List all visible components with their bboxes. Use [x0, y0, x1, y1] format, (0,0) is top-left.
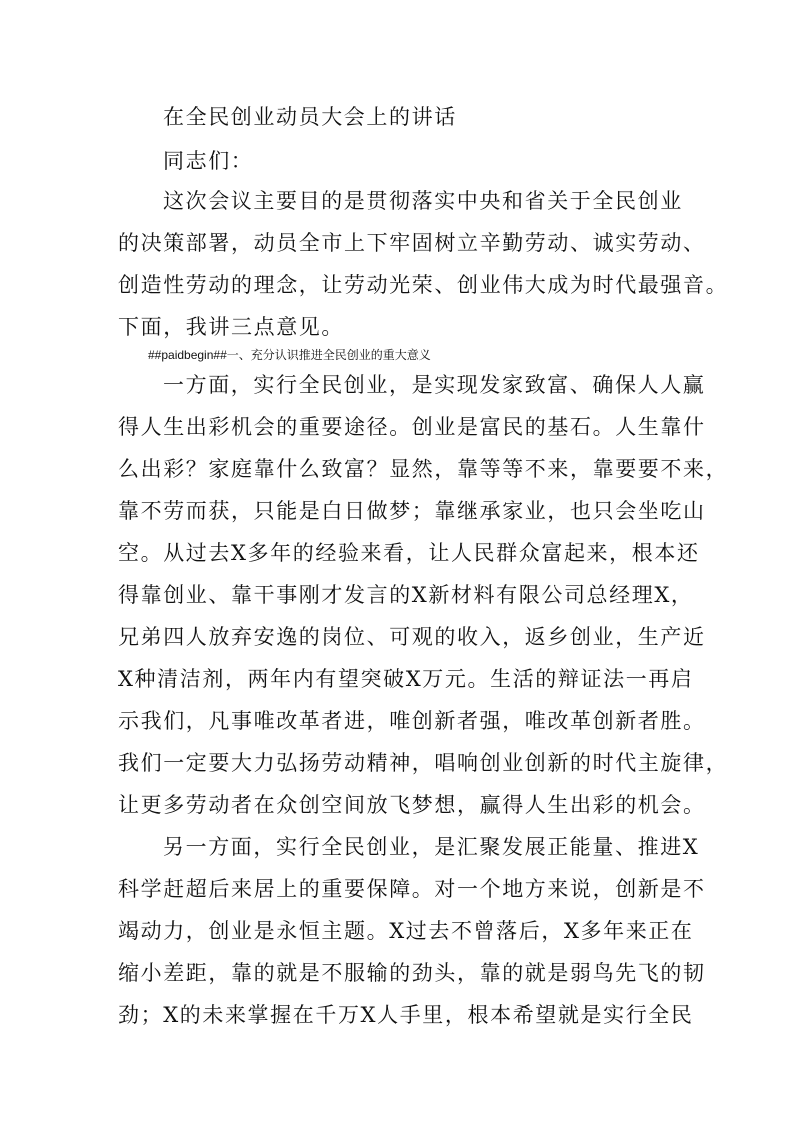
paragraph-line: X种清洁剂，两年内有望突破X万元。生活的辩证法一再启: [118, 667, 694, 691]
section-heading: ##paidbegin##一、充分认识推进全民创业的重大意义: [148, 348, 431, 362]
paragraph-line: 的决策部署，动员全市上下牢固树立辛勤劳动、诚实劳动、: [118, 231, 706, 255]
paragraph-line: 示我们，凡事唯改革者进，唯创新者强，唯改革创新者胜。: [118, 709, 706, 733]
document-title: 在全民创业动员大会上的讲话: [163, 105, 457, 129]
paragraph-line: 靠不劳而获，只能是白日做梦；靠继承家业，也只会坐吃山: [118, 499, 706, 523]
paragraph-line: 我们一定要大力弘扬劳动精神，唱响创业创新的时代主旋律，: [118, 751, 729, 775]
paragraph-line: 得人生出彩机会的重要途径。创业是富民的基石。人生靠什: [118, 415, 706, 439]
paragraph-line: 创造性劳动的理念，让劳动光荣、创业伟大成为时代最强音。: [118, 273, 729, 297]
paragraph-line: 另一方面，实行全民创业，是汇聚发展正能量、推进X: [163, 835, 700, 859]
paragraph-line: 下面，我讲三点意见。: [118, 315, 344, 339]
paragraph-line: 空。从过去X多年的经验来看，让人民群众富起来，根本还: [118, 541, 700, 565]
paragraph-line: 让更多劳动者在众创空间放飞梦想，赢得人生出彩的机会。: [118, 793, 706, 817]
paragraph-line: 竭动力，创业是永恒主题。X过去不曾落后，X多年来正在: [118, 919, 694, 943]
paragraph-line: 这次会议主要目的是贯彻落实中央和省关于全民创业: [163, 189, 683, 213]
paragraph-line: 兄弟四人放弃安逸的岗位、可观的收入，返乡创业，生产近: [118, 625, 706, 649]
paragraph-line: 一方面，实行全民创业，是实现发家致富、确保人人赢: [163, 373, 706, 397]
paragraph-line: 科学赶超后来居上的重要保障。对一个地方来说，创新是不: [118, 877, 706, 901]
paragraph-line: 劲；X的未来掌握在千万X人手里，根本希望就是实行全民: [118, 1003, 694, 1027]
salutation: 同志们：: [163, 149, 254, 173]
paragraph-line: 缩小差距，靠的就是不服输的劲头，靠的就是弱鸟先飞的韧: [118, 961, 706, 985]
paragraph-line: 么出彩？家庭靠什么致富？显然，靠等等不来，靠要要不来，: [118, 457, 729, 481]
paragraph-line: 得靠创业、靠干事刚才发言的X新材料有限公司总经理X，: [118, 583, 694, 607]
